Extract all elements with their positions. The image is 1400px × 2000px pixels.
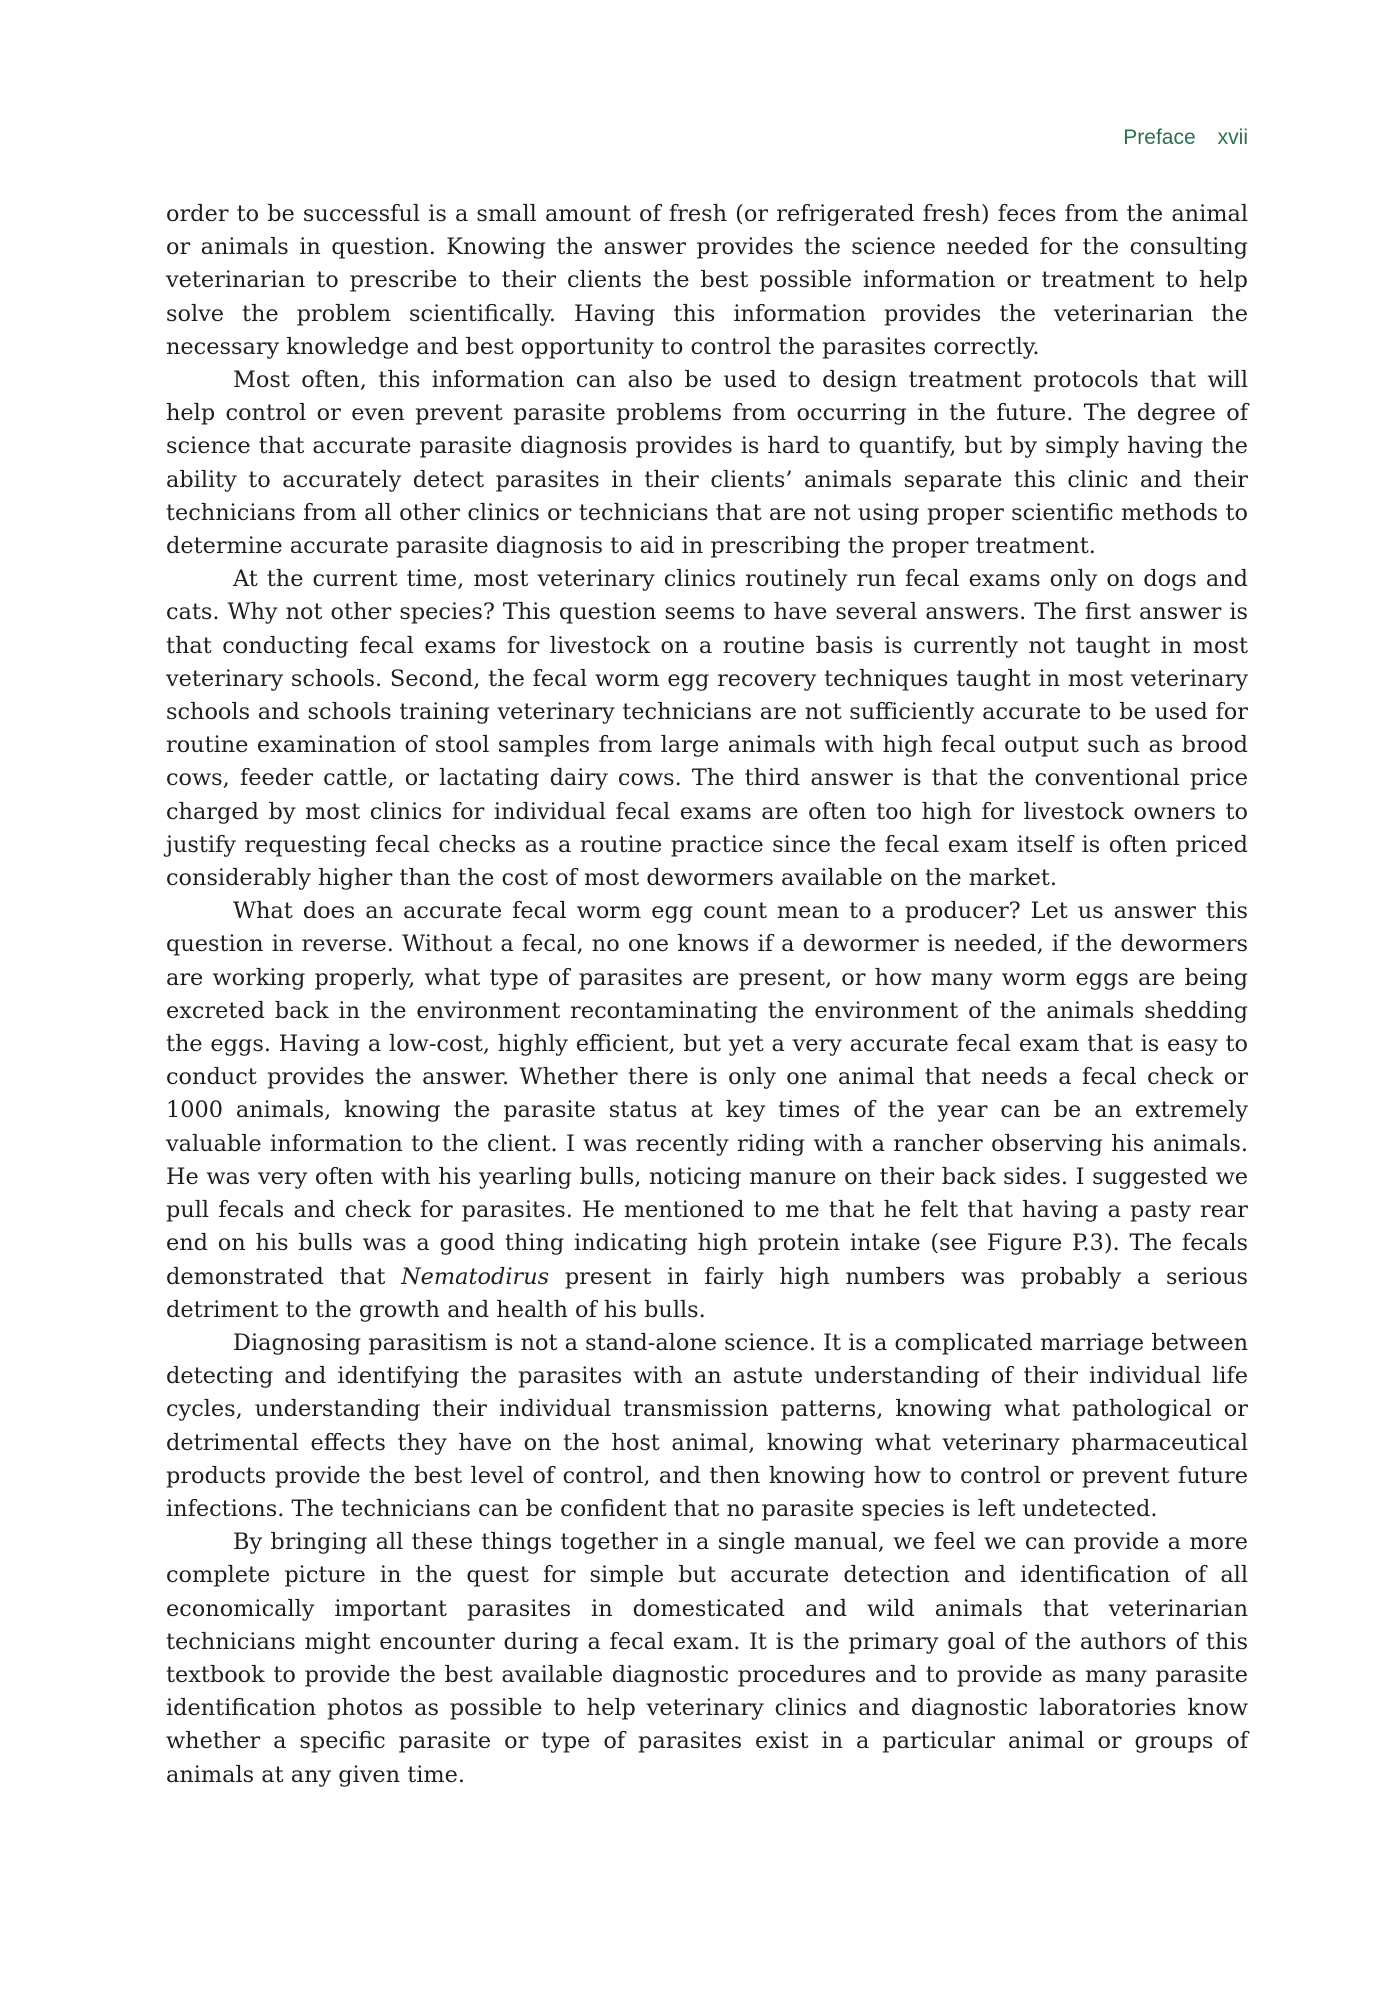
text-segment: What does an accurate fecal worm egg count mean to a producer? Let us answer this question in reverse. Without a fecal, no one knows if a dewormer is needed, if the dewormers are working properly, what type of parasites are present, or how many worm eggs are being excreted back in the environment recontaminating the environment of the animals shedding the eggs. Having a low-cost, highly efficient, but yet a very accurate fecal exam that is easy to conduct provides the answer. Whether there is only one animal that needs a fecal check or 1000 animals, knowing the parasite status at key times of the year can be an extremely valuable information to the client. I was recently riding with a rancher observing his animals. He was very often with his yearling bulls, noticing manure on their back sides. I suggested we pull fecals and check for parasites. He mentioned to me that he felt that having a pasty rear end on his bulls was a good thing indicating high protein intake (see Figure P.3). The fecals demonstrated that bbox=[166, 898, 1248, 1290]
paragraph bbox=[166, 1526, 1248, 1792]
text-segment: Most often, this information can also be used to design treatment protocols that will help control or even prevent parasite problems from occurring in the future. The degree of science that accurate parasite diagnosis provides is hard to quantify, but by simply having the ability to accurately detect parasites in their clients’ animals separate this clinic and their technicians from all other clinics or technicians that are not using proper scientific methods to determine accurate parasite diagnosis to aid in prescribing the proper treatment. bbox=[166, 367, 1248, 560]
page-number: xvii bbox=[1217, 126, 1248, 149]
body-text bbox=[166, 198, 1248, 1792]
section-title: Preface bbox=[1123, 126, 1196, 149]
text-segment: Diagnosing parasitism is not a stand-alone science. It is a complicated marriage between detecting and identifying the parasites with an astute understanding of their individual life cycles, understanding their individual transmission patterns, knowing what pathological or detrimental effects they have on the host animal, knowing what veterinary pharmaceutical products provide the best level of control, and then knowing how to control or prevent future infections. The technicians can be confident that no parasite species is left undetected. bbox=[166, 1329, 1248, 1522]
running-header bbox=[1123, 126, 1248, 150]
paragraph bbox=[166, 1327, 1248, 1526]
text-segment: order to be successful is a small amount of fresh (or refrigerated fresh) feces from the animal or animals in question. Knowing the answer provides the science needed for the consulting veterinarian to prescribe to their clients the best possible information or treatment to help solve the problem scientifically. Having this information provides the veterinarian the necessary knowledge and best opportunity to control the parasites correctly. bbox=[166, 201, 1248, 360]
paragraph bbox=[166, 563, 1248, 895]
paragraph bbox=[166, 198, 1248, 364]
text-segment: At the current time, most veterinary clinics routinely run fecal exams only on dogs and cats. Why not other species? This question seems to have several answers. The first answer is that conducting fecal exams for livestock on a routine basis is currently not taught in most veterinary schools. Second, the fecal worm egg recovery techniques taught in most veterinary schools and schools training veterinary technicians are not sufficiently accurate to be used for routine examination of stool samples from large animals with high fecal output such as brood cows, feeder cattle, or lactating dairy cows. The third answer is that the conventional price charged by most clinics for individual fecal exams are often too high for livestock owners to justify requesting fecal checks as a routine practice since the fecal exam itself is often priced considerably higher than the cost of most dewormers available on the market. bbox=[166, 566, 1248, 892]
text-segment: present in fairly high numbers was probably a serious detriment to the growth and health of his bulls. bbox=[166, 1263, 1248, 1323]
paragraph bbox=[166, 364, 1248, 563]
italic-term: Nematodirus bbox=[401, 1263, 550, 1290]
text-segment: By bringing all these things together in a single manual, we feel we can provide a more complete picture in the quest for simple but accurate detection and identification of all economically important parasites in domesticated and wild animals that veterinarian technicians might encounter during a fecal exam. It is the primary goal of the authors of this textbook to provide the best available diagnostic procedures and to provide as many parasite identification photos as possible to help veterinary clinics and diagnostic laboratories know whether a specific parasite or type of parasites exist in a particular animal or groups of animals at any given time. bbox=[166, 1529, 1248, 1788]
paragraph bbox=[166, 895, 1248, 1327]
